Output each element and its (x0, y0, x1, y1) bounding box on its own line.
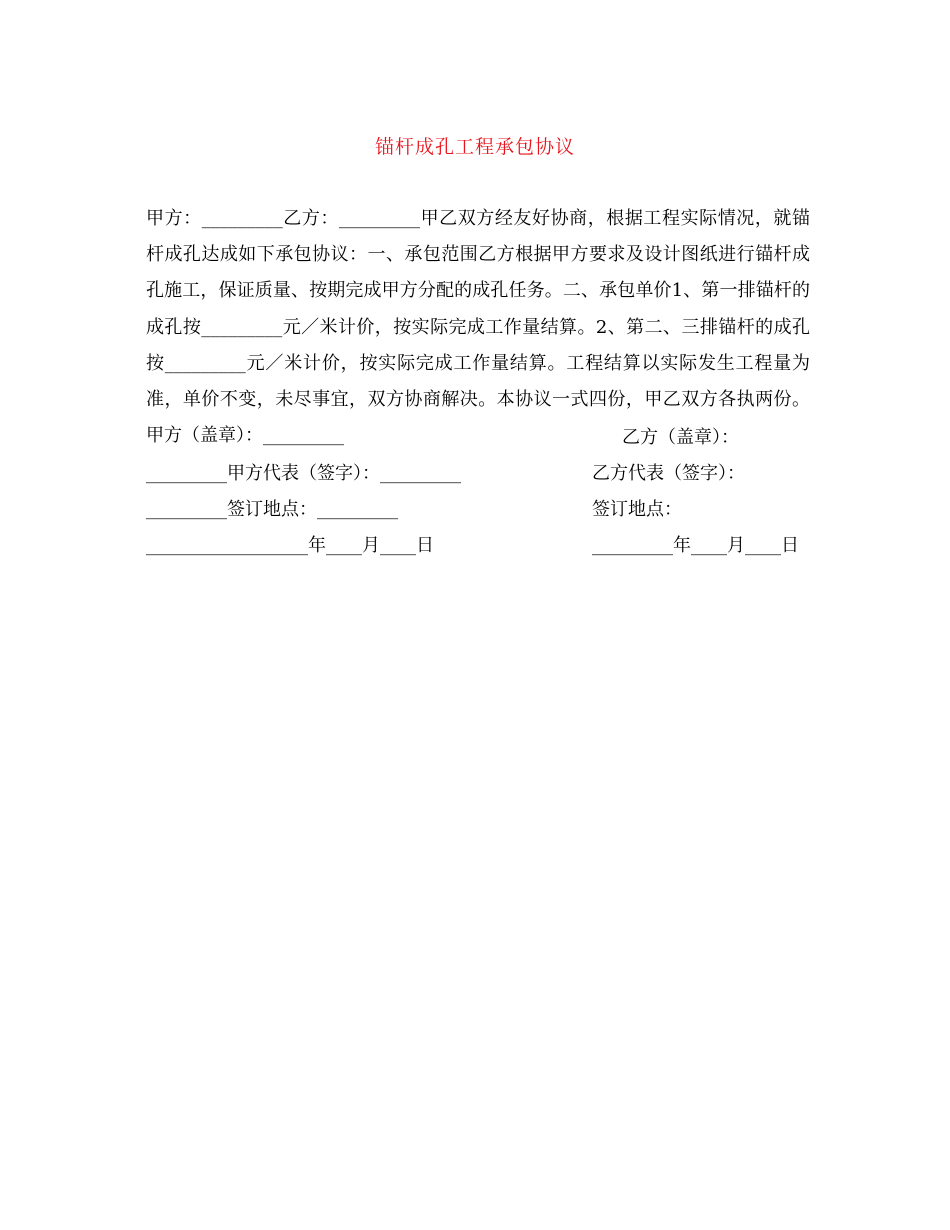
party-b-seal-label: 乙方（盖章）： (622, 427, 739, 448)
document-title: 锚杆成孔工程承包协议 (374, 136, 575, 158)
party-b-representative-label: 乙方代表（签字）： (592, 463, 745, 484)
party-a-representative-line: _________甲方代表（签字）：_________ (146, 463, 461, 484)
party-a-signing-place-line: _________签订地点：_________ (146, 499, 398, 520)
party-a-date-line: __________________年____月____日 (146, 535, 434, 556)
signature-row-representative (146, 456, 810, 492)
signature-row-place (146, 492, 810, 528)
agreement-body-text: 甲方：_________乙方：_________甲乙双方经友好协商，根据工程实际情况，就锚杆成孔达成如下承包协议：一、承包范围乙方根据甲方要求及设计图纸进行锚杆成孔施工，保证质量、按期完成甲方分配的成孔任务。二、承包单价1、第一排锚杆的成孔按_________元／米计价，按实际完成工作量结算。2、第二、三排锚杆的成孔按_________元／米计价，按实际完成工作量结算。工程结算以实际发生工程量为准，单价不变，未尽事宜，双方协商解决。本协议一式四份，甲乙双方各执两份。甲方（盖章）：_________ (146, 208, 810, 447)
party-b-signing-place-label: 签订地点： (592, 499, 682, 520)
signature-row-date (146, 528, 810, 564)
party-b-date-line: _________年____月____日 (592, 535, 799, 556)
signature-row-seal (146, 420, 810, 456)
